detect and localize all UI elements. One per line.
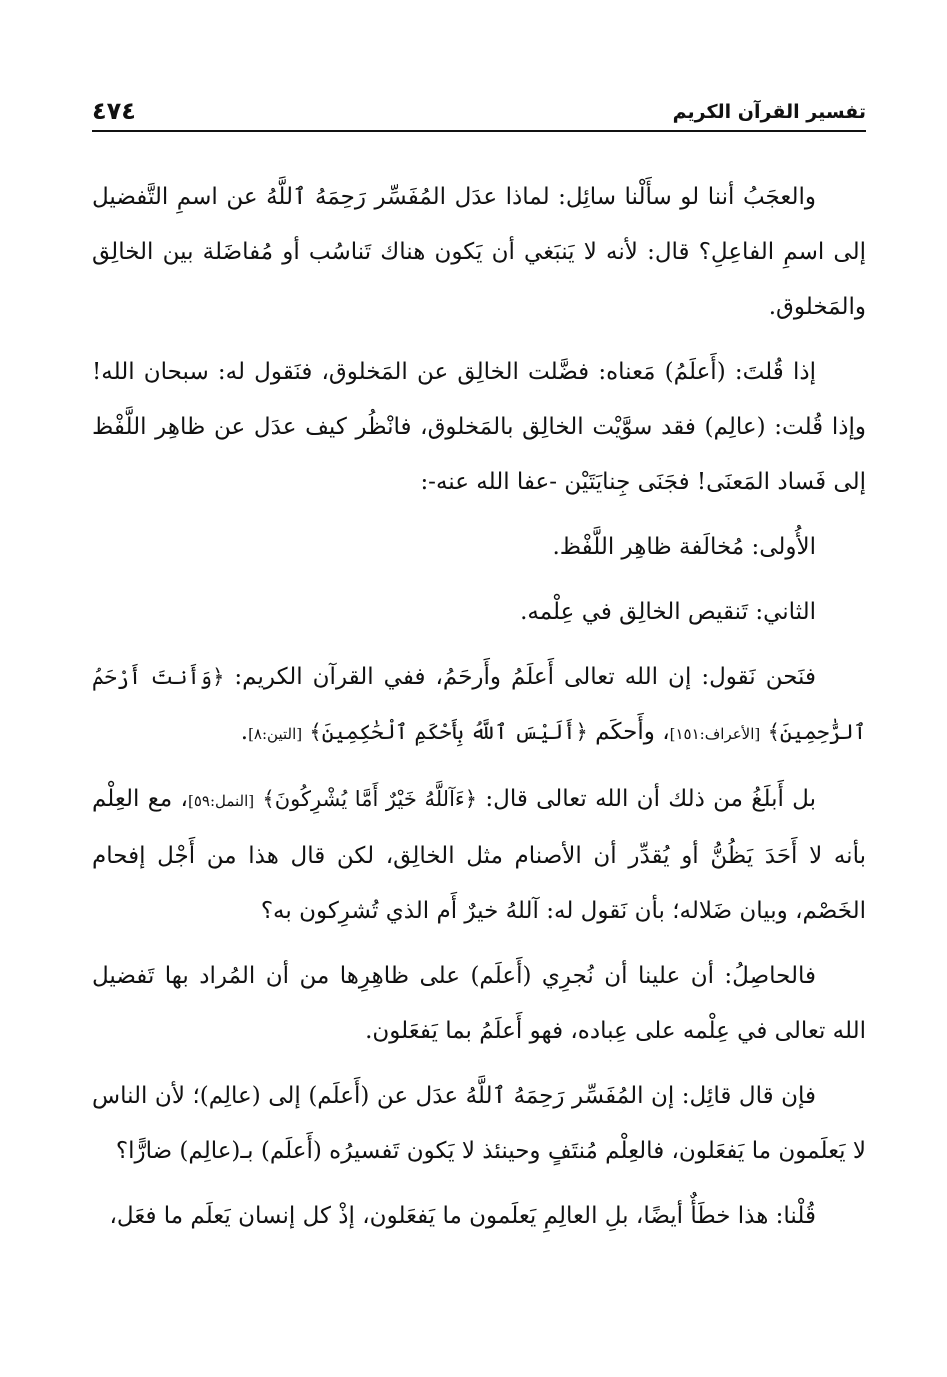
quran-verse-3: ﴿ءَآللَّهُ خَيْرٌ أَمَّا يُشْرِكُونَ﴾ [262, 787, 478, 811]
paragraph-5-end: . [240, 719, 249, 745]
paragraph-2: إذا قُلتَ: (أَعلَمُ) مَعناه: فضَّلت الخالِق عن المَخلوق، فنَقول له: سبحان الله! وإذا قُلت: (عالِم) فقد سوَّيْت الخالِق بالمَخلوق، فانْظُر كيف عدَل عن ظاهِر اللَّفْظ إلى فَساد المَعنَى! فجَنَى جِنايَتَيْن -عفا الله عنه-: [92, 359, 866, 495]
paragraph-5 [92, 650, 866, 762]
quran-verse-2: ﴿أَلَيْسَ ٱللَّهُ بِأَحْكَمِ ٱلْحَٰكِمِينَ﴾ [309, 720, 588, 744]
paragraph-3: الأُولى: مُخالَفة ظاهِر اللَّفْظ. [552, 534, 816, 560]
page-header [92, 96, 866, 132]
paragraph-6-intro: بل أَبلَغُ من ذلك أن الله تعالى قال: [485, 786, 816, 812]
verse-reference-1: [الأعراف:١٥١] [669, 725, 761, 743]
verse-reference-3: [النمل:٥٩] [187, 792, 255, 810]
page-number: ٤٧٤ [92, 97, 136, 125]
paragraph-4: الثاني: تَنقيص الخالِق في عِلْمه. [520, 599, 816, 625]
paragraph-6-rest: ، مع العِلْم بأنه لا أَحَدَ يَظُنُّ أو يُقدِّر أن الأصنام مثل الخالِق، لكن قال هذا من أَجْل إفحام الخَصْم، وبيان ضَلاله؛ بأن نَقول له: آللهُ خيرٌ أَم الذي تُشرِكون به؟ [92, 786, 866, 924]
quran-verse-1: ﴿وَأَنتَ أَرْحَمُ ٱلرَّٰحِمِينَ﴾ [92, 665, 866, 744]
page-body [92, 170, 866, 1254]
paragraph-9: قُلْنا: هذا خطَأٌ أيضًا، بلِ العالِمِ يَعلَمون ما يَفعَلون، إذْ كل إنسان يَعلَم ما فعَل، [109, 1203, 816, 1229]
paragraph-1: والعجَبُ أننا لو سأَلْنا سائِل: لماذا عدَل المُفَسِّر رَحِمَهُ ٱللَّهُ عن اسمِ التَّفضيل إلى اسمِ الفاعِلِ؟ قال: لأنه لا يَنبَغي أن يَكون هناك تَناسُب أو مُفاضَلة بين الخالِق والمَخلوق. [92, 184, 866, 320]
verse-reference-2: [التين:٨] [248, 725, 303, 743]
paragraph-5-mid: ، وأَحكَم [595, 719, 670, 745]
paragraph-6 [92, 772, 866, 939]
paragraph-8: فإن قال قائِل: إن المُفَسِّر رَحِمَهُ ٱللَّهُ عدَل عن (أَعلَم) إلى (عالِم)؛ لأن الناس لا يَعلَمون ما يَفعَلون، فالعِلْم مُنتَفٍ وحينئذ لا يَكون تَفسيرُه (أَعلَم) بـ(عالِم) ضارًّا؟ [92, 1083, 866, 1164]
paragraph-7: فالحاصِلُ: أن علينا أن نُجرِي (أَعلَم) على ظاهِرِها من أن المُراد بها تَفضيل الله تعالى في عِلْمه على عِباده، فهو أَعلَمُ بما يَفعَلون. [92, 963, 866, 1044]
running-title: تفسير القرآن الكريم [672, 101, 866, 123]
paragraph-5-intro: فنَحن نَقول: إن الله تعالى أَعلَمُ وأَرحَمُ، ففي القرآن الكريم: [234, 664, 816, 690]
